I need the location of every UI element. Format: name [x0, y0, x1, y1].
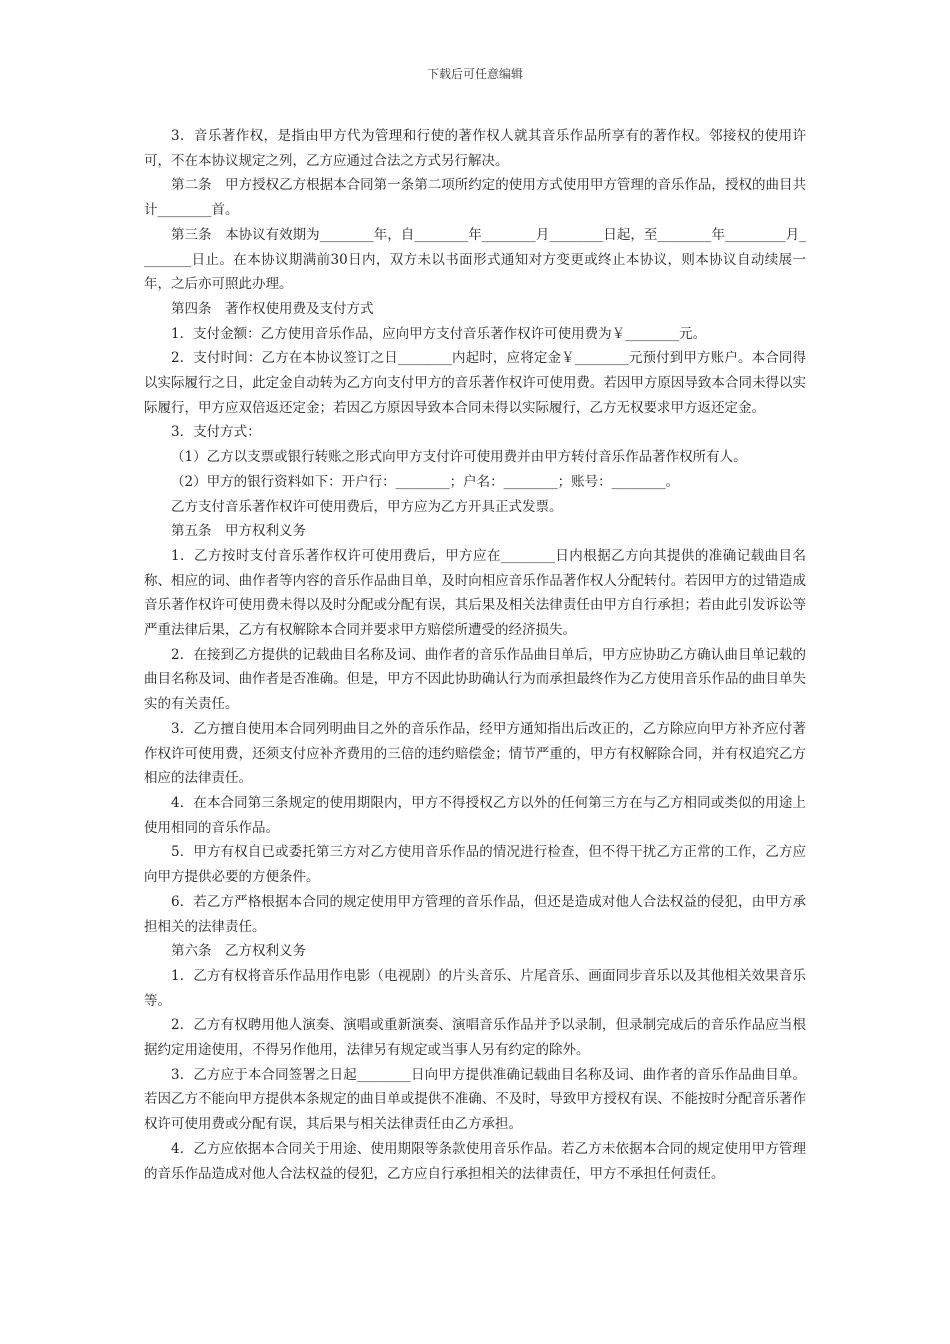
clause-paragraph: 5．甲方有权自已或委托第三方对乙方使用音乐作品的情况进行检查，但不得干扰乙方正常的工作，乙方应向甲方提供必要的方便条件。 [144, 844, 806, 886]
clause-paragraph: 1．乙方有权将音乐作品用作电影（电视剧）的片头音乐、片尾音乐、画面同步音乐以及其他相关效果音乐等。 [144, 967, 806, 1009]
clause-paragraph: 1．乙方按时支付音乐著作权许可使用费后，甲方应在________日内根据乙方向其提供的准确记载曲目名称、相应的词、曲作者等内容的音乐作品曲目单，及时向相应音乐作品著作权人分配转付。若因甲方的过错造成音乐著作权许可使用费未得以及时分配或分配有误，其后果及相关法律责任由甲方自行承担；若由此引发诉讼等严重法律后果，乙方有权解除本合同并要求甲方赔偿所遭受的经济损失。 [144, 547, 806, 639]
clause-paragraph: 4．乙方应依据本合同关于用途、使用期限等条款使用音乐作品。若乙方未依据本合同的规定使用甲方管理的音乐作品造成对他人合法权益的侵犯，乙方应自行承担相关的法律责任，甲方不承担任何责任。 [144, 1140, 806, 1182]
article-heading-2: 第二条 甲方授权乙方根据本合同第一条第二项所约定的使用方式使用甲方管理的音乐作品，授权的曲目共计________首。 [144, 177, 806, 219]
page-header: 下载后可任意编辑 [426, 67, 523, 81]
clause-paragraph: 1．支付金额：乙方使用音乐作品，应向甲方支付音乐著作权许可使用费为￥________元。 [171, 325, 707, 342]
clause-paragraph: 3．乙方应于本合同签署之日起________日向甲方提供准确记载曲目名称及词、曲作者的音乐作品曲目单。若因乙方不能向甲方提供本条规定的曲目单或提供不准确、不及时，导致甲方授权有误、不能按时分配音乐著作权许可使用费或分配有误，其后果与相关法律责任由乙方承担。 [144, 1066, 806, 1133]
clause-paragraph: 2．乙方有权聘用他人演奏、演唱或重新演奏、演唱音乐作品并予以录制，但录制完成后的音乐作品应当根据约定用途使用，不得另作他用，法律另有规定或当事人另有约定的除外。 [144, 1017, 806, 1059]
clause-paragraph: （2）甲方的银行资料如下：开户行：________；户名：________；账号：________。 [171, 473, 680, 490]
article-heading-4: 第四条 著作权使用费及支付方式 [171, 300, 374, 317]
article-heading-6: 第六条 乙方权利义务 [171, 943, 306, 960]
clause-paragraph: 4．在本合同第三条规定的使用期限内，甲方不得授权乙方以外的任何第三方在与乙方相同或类似的用途上使用相同的音乐作品。 [144, 794, 806, 836]
clause-paragraph: 3．音乐著作权，是指由甲方代为管理和行使的著作权人就其音乐作品所享有的著作权。邻接权的使用许可，不在本协议规定之列，乙方应通过合法之方式另行解决。 [144, 128, 806, 169]
clause-paragraph: 2．在接到乙方提供的记载曲目名称及词、曲作者的音乐作品曲目单后，甲方应协助乙方确认曲目单记载的曲目名称及词、曲作者是否准确。但是，甲方不因此协助确认行为而承担最终作为乙方使用音乐作品的曲目单失实的有关责任。 [144, 646, 806, 713]
clause-paragraph: 3．支付方式： [171, 424, 261, 441]
clause-paragraph: （1）乙方以支票或银行转账之形式向甲方支付许可使用费并由甲方转付音乐作品著作权所有人。 [171, 449, 747, 466]
article-heading-5: 第五条 甲方权利义务 [171, 523, 306, 540]
clause-paragraph: 3．乙方擅自使用本合同列明曲目之外的音乐作品，经甲方通知指出后改正的，乙方除应向甲方补齐应付著作权许可使用费，还须支付应补齐费用的三倍的违约赔偿金；情节严重的，甲方有权解除合同，并有权追究乙方相应的法律责任。 [144, 720, 806, 787]
clause-paragraph: 2．支付时间：乙方在本协议签订之日________内起时，应将定金￥________元预付到甲方账户。本合同得以实际履行之日，此定金自动转为乙方向支付甲方的音乐著作权许可使用费。若因甲方原因导致本合同未得以实际履行，甲方应双倍返还定金；若因乙方原因导致本合同未得以实际履行，乙方无权要求甲方返还定金。 [144, 350, 806, 416]
clause-paragraph: 乙方支付音乐著作权许可使用费后，甲方应为乙方开具正式发票。 [171, 498, 563, 515]
article-heading-3: 第三条 本协议有效期为________年，自________年________月________日起，至________年_________月________日止。在本协议期满前30日内，双方未以书面形式通知对方变更或终止本协议，则本协议自动续展一年，之后亦可照此办理。 [144, 226, 806, 293]
clause-paragraph: 6．若乙方严格根据本合同的规定使用甲方管理的音乐作品，但还是造成对他人合法权益的侵犯，由甲方承担相关的法律责任。 [144, 893, 806, 935]
document-body [144, 124, 806, 1186]
